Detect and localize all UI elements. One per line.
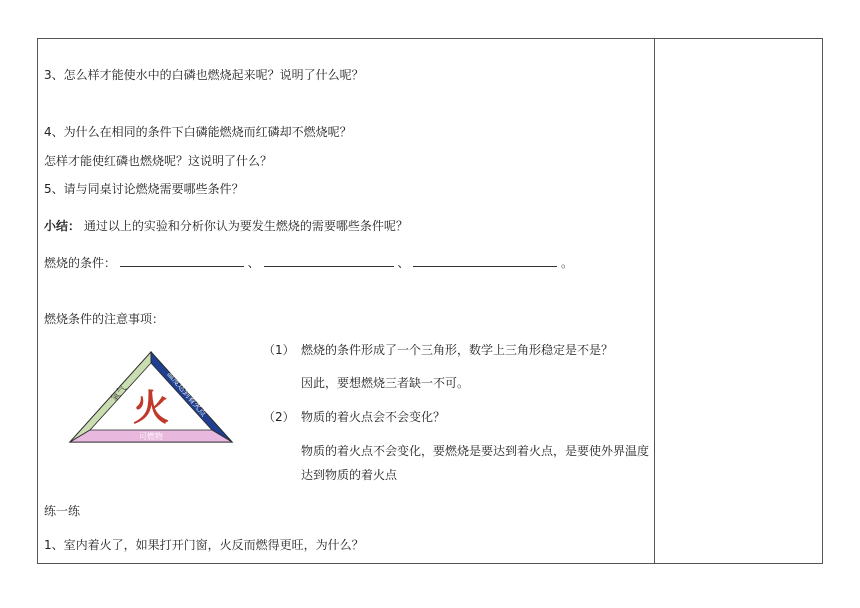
- conditions-label: 燃烧的条件：: [44, 256, 117, 270]
- summary-line: [44, 218, 408, 234]
- fire-glyph: 火: [132, 387, 170, 429]
- item-2-line-2: 物质的着火点不会变化，要燃烧是要达到着火点，是要使外界温度: [301, 444, 650, 458]
- fire-triangle-figure: [66, 350, 236, 446]
- conditions-end: 。: [561, 256, 574, 270]
- item-1-line-1: 燃烧的条件形成了一个三角形，数学上三角形稳定是不是？: [301, 343, 614, 357]
- item-1-number: （1）: [263, 343, 295, 357]
- summary-label: 小结：: [44, 219, 81, 233]
- condition-blank-1[interactable]: [120, 254, 244, 267]
- column-divider: [654, 38, 655, 564]
- conditions-line: [44, 254, 573, 271]
- conditions-sep-2: 、: [397, 256, 410, 270]
- triangle-right-label: 温度达到着火点: [165, 369, 209, 419]
- condition-blank-2[interactable]: [264, 254, 394, 267]
- condition-blank-3[interactable]: [413, 254, 557, 267]
- question-5: 5、请与同桌讨论燃烧需要哪些条件？: [44, 182, 244, 196]
- summary-text: 通过以上的实验和分析你认为要发生燃烧的需要哪些条件呢？: [83, 219, 408, 233]
- item-2-line-1: 物质的着火点会不会变化？: [301, 410, 446, 424]
- triangle-left-label: 氧气: [109, 383, 129, 404]
- item-2-number: （2）: [263, 410, 295, 424]
- worksheet-frame: [37, 38, 823, 564]
- fire-triangle-svg: [66, 350, 236, 446]
- practice-question-1: 1、室内着火了，如果打开门窗，火反而燃得更旺，为什么？: [44, 538, 364, 552]
- question-4a: 4、为什么在相同的条件下白磷能燃烧而红磷却不燃烧呢？: [44, 125, 352, 139]
- notes-title: 燃烧条件的注意事项：: [44, 312, 165, 326]
- triangle-bottom-label: 可燃物: [139, 432, 163, 441]
- item-2-line-3: 达到物质的着火点: [301, 468, 398, 482]
- conditions-sep-1: 、: [247, 256, 260, 270]
- question-4b: 怎样才能使红磷也燃烧呢？这说明了什么？: [44, 154, 273, 168]
- practice-title: 练一练: [44, 504, 81, 518]
- question-3: 3、怎么样才能使水中的白磷也燃烧起来呢？说明了什么呢？: [44, 68, 364, 82]
- item-1-line-2: 因此，要想燃烧三者缺一不可。: [301, 376, 470, 390]
